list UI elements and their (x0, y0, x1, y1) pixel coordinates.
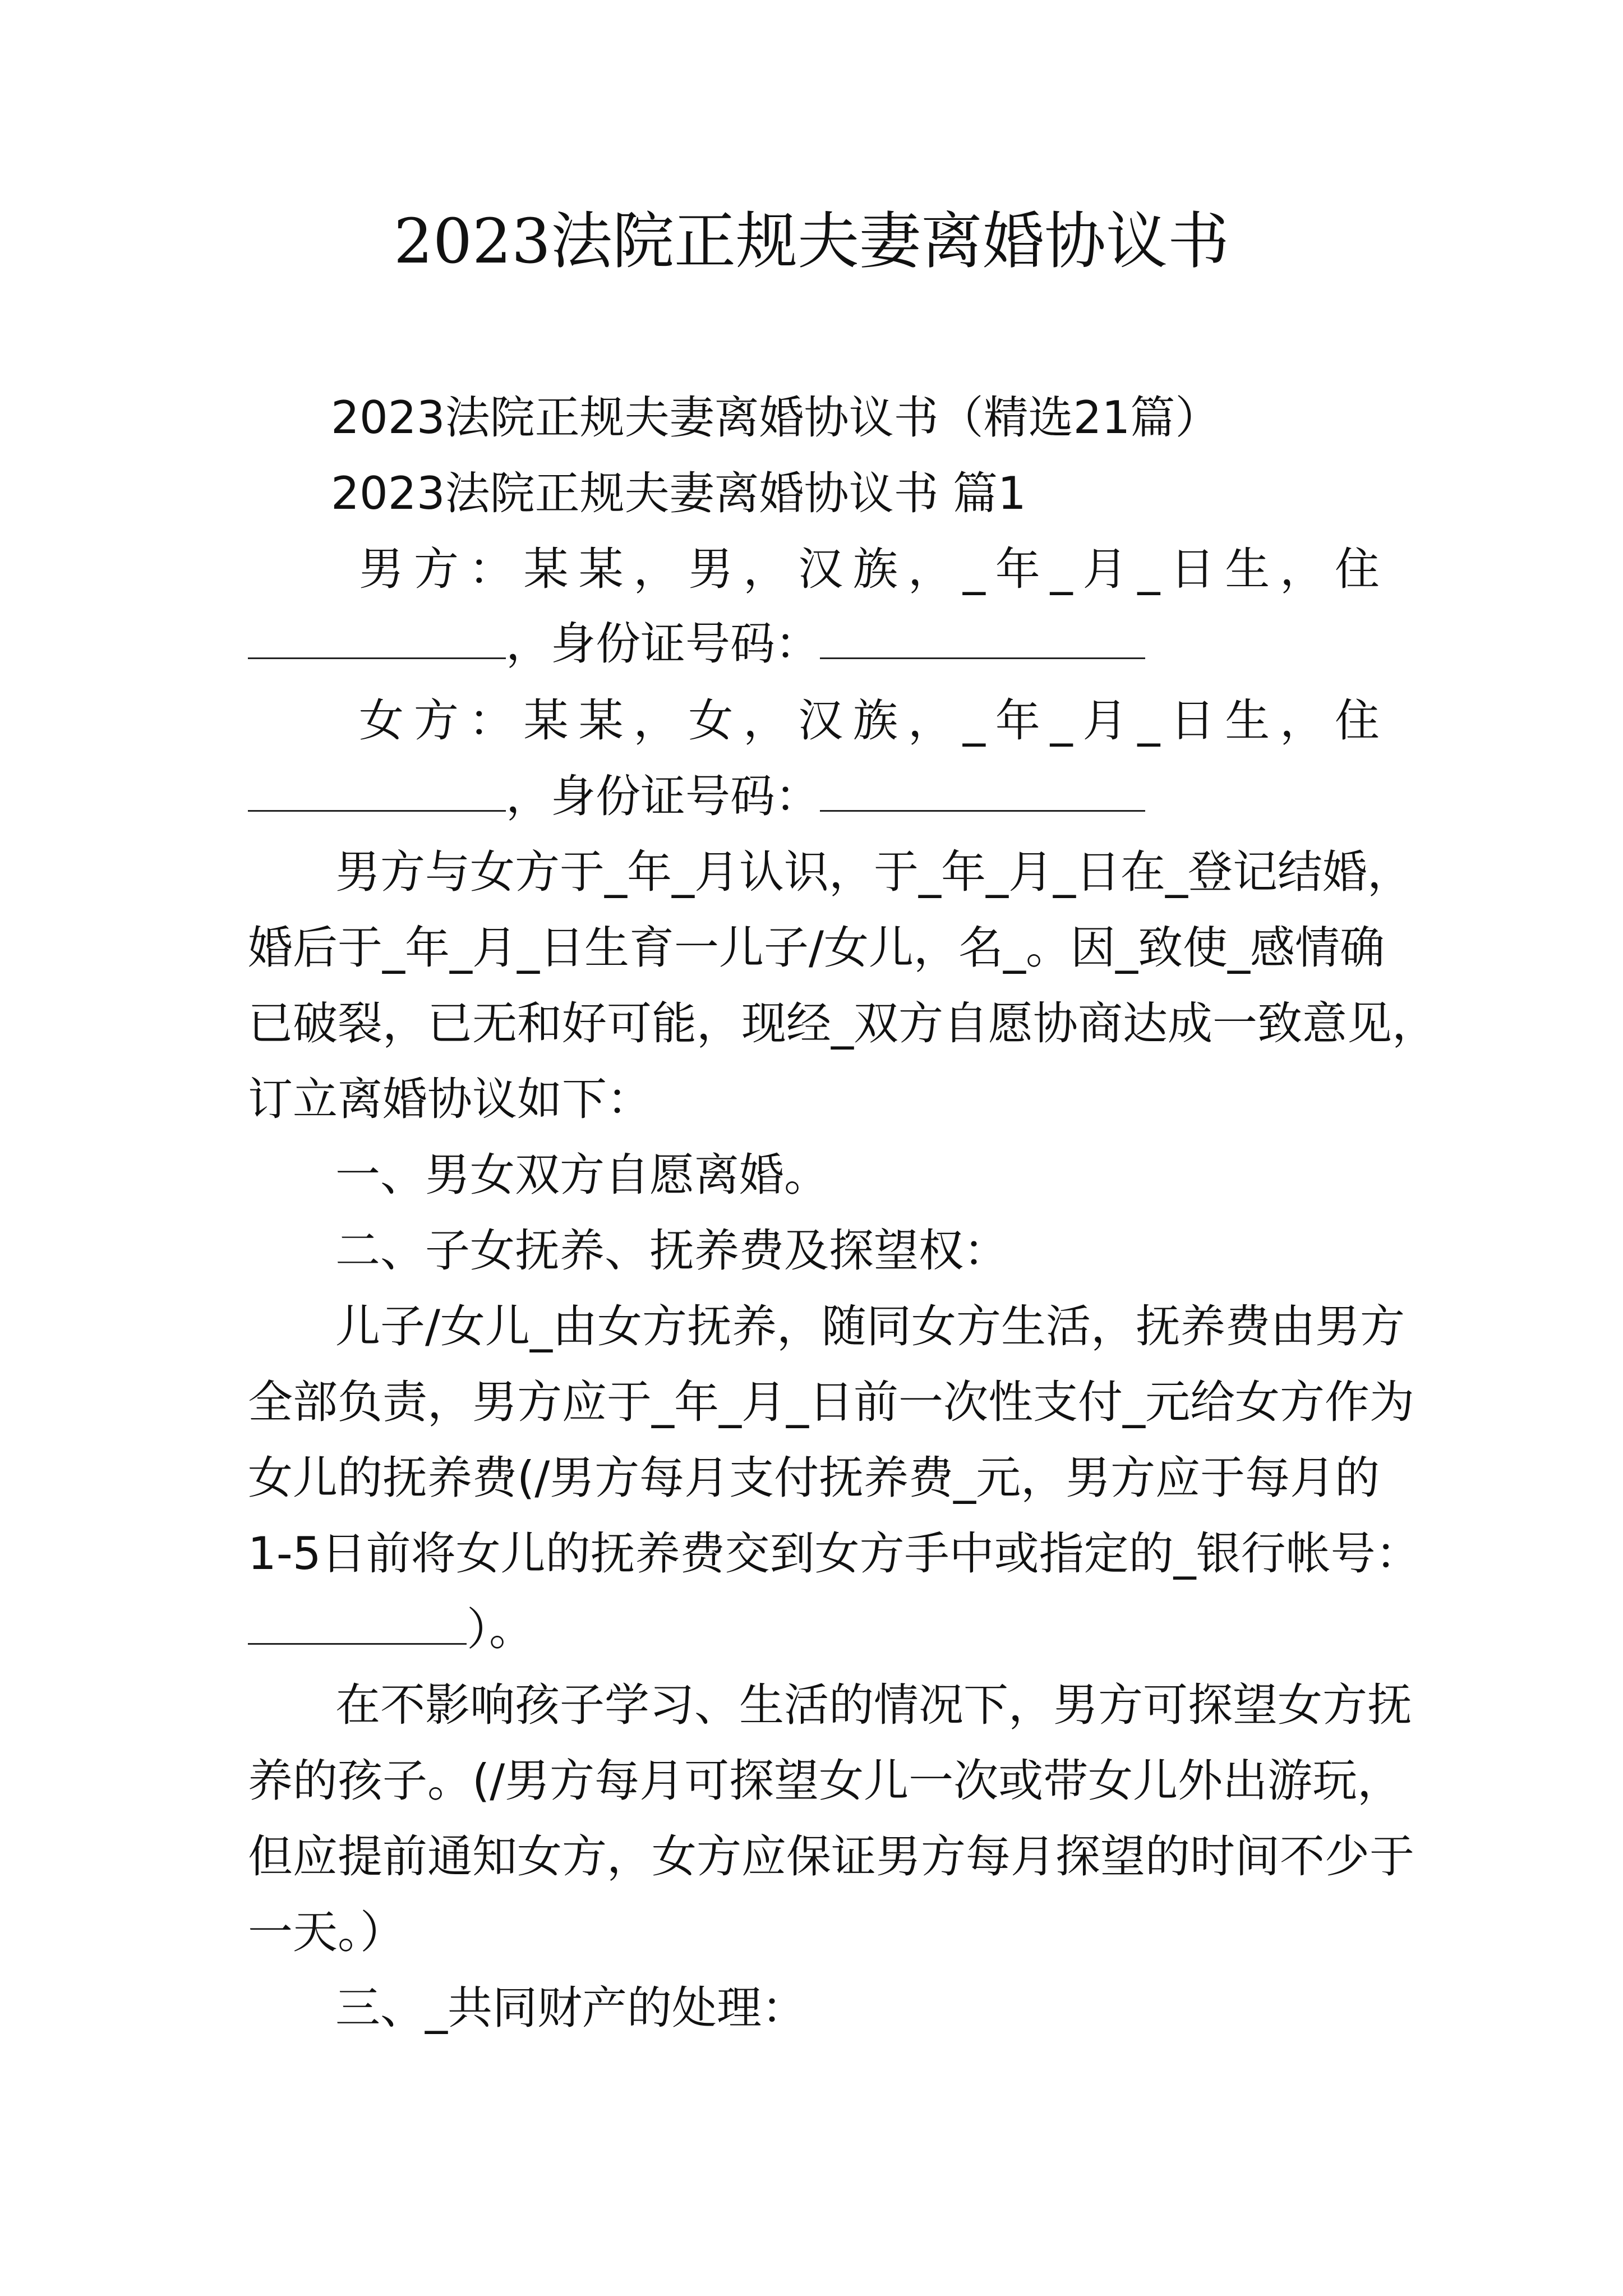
subtitle: 2023法院正规夫妻离婚协议书（精选21篇） (331, 392, 1220, 444)
female-info-line2 (248, 769, 1392, 825)
para1-line: 已破裂，已无和好可能，现经_双方自愿协商达成一致意见， (248, 997, 1437, 1050)
female-id-label: ，身份证号码： (506, 770, 820, 822)
para2-line: 女儿的抚养费(/男方每月支付抚养费_元，男方应于每月的 (248, 1452, 1380, 1504)
clause-two: 二、子女抚养、抚养费及探望权： (335, 1225, 1008, 1277)
para1-line: 婚后于_年_月_日生育一儿子/女儿，名_。因_致使_感情确 (248, 922, 1385, 974)
chapter-heading: 2023法院正规夫妻离婚协议书 篇1 (331, 467, 1026, 519)
document-title: 2023法院正规夫妻离婚协议书 (394, 205, 1229, 277)
id-number-blank (820, 771, 1145, 812)
id-number-blank (820, 618, 1145, 659)
para3-line: 养的孩子。(/男方每月可探望女儿一次或带女儿外出游玩， (248, 1755, 1403, 1807)
male-info-line1: 男方：某某，男，汉族，_年_月_日生，住 (359, 543, 1380, 595)
para2-line: 全部负责，男方应于_年_月_日前一次性支付_元给女方作为 (248, 1376, 1414, 1428)
para2-end-line (248, 1602, 1392, 1658)
address-blank (248, 618, 506, 659)
para3-line: 在不影响孩子学习、生活的情况下，男方可探望女方抚 (335, 1679, 1412, 1731)
male-info-line2 (248, 616, 1392, 672)
para1-line: 男方与女方于_年_月认识，于_年_月_日在_登记结婚， (335, 846, 1412, 898)
para2-end: ）。 (467, 1603, 534, 1655)
female-info-line1: 女方：某某，女，汉族，_年_月_日生，住 (359, 694, 1380, 747)
male-id-label: ，身份证号码： (506, 618, 820, 670)
clause-three: 三、_共同财产的处理： (335, 1982, 806, 2034)
para2-line: 1-5日前将女儿的抚养费交到女方手中或指定的_银行帐号： (248, 1527, 1421, 1580)
bank-account-blank (248, 1604, 467, 1645)
address-blank (248, 771, 506, 812)
para2-line: 儿子/女儿_由女方抚养，随同女方生活，抚养费由男方 (335, 1300, 1405, 1352)
para1-line: 订立离婚协议如下： (248, 1073, 652, 1125)
clause-one: 一、男女双方自愿离婚。 (335, 1149, 829, 1201)
para3-line: 但应提前通知女方，女方应保证男方每月探望的时间不少于 (248, 1830, 1414, 1883)
para3-line: 一天。） (248, 1906, 405, 1958)
